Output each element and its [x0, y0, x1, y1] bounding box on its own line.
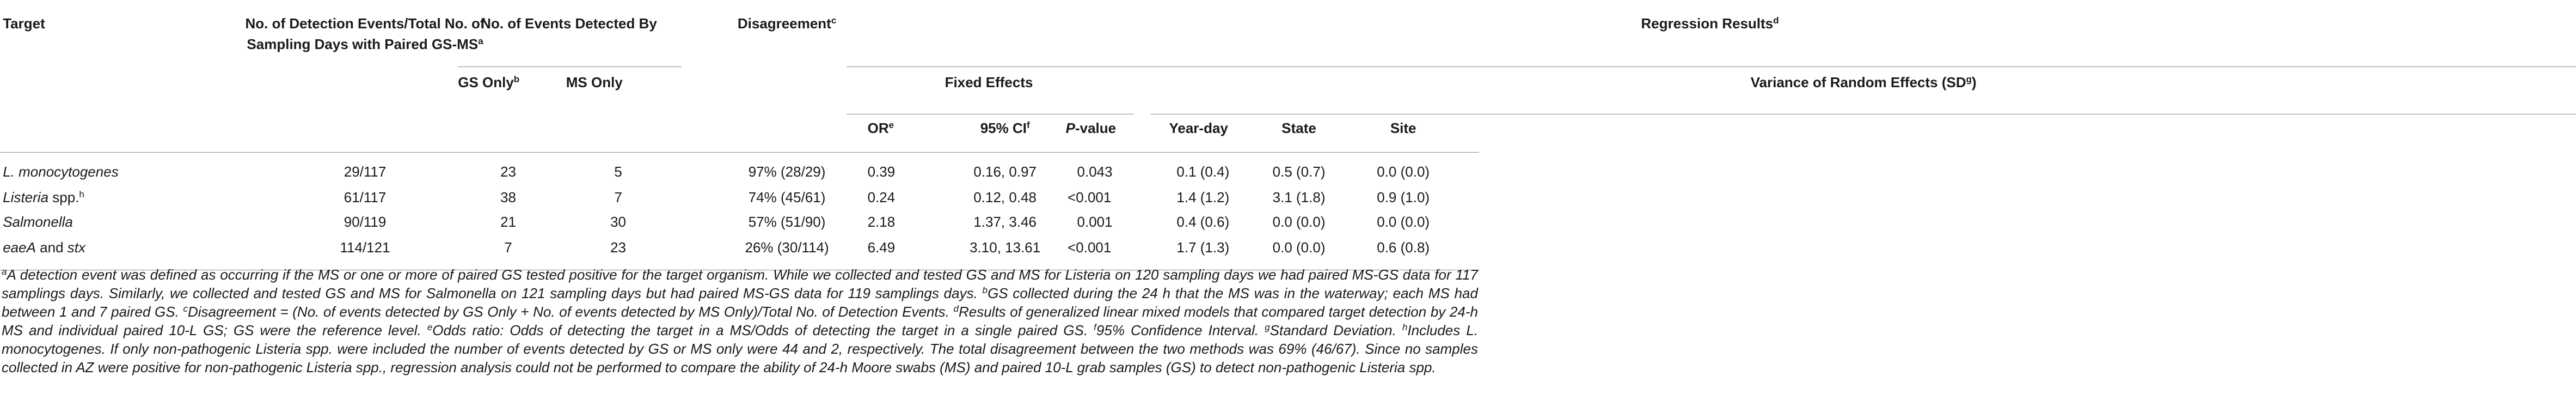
cell-ms-only: 5 — [614, 163, 622, 180]
cell-gs-only: 21 — [500, 214, 516, 231]
cell-disagreement: 57% (51/90) — [748, 214, 826, 231]
cell-ms-only: 30 — [610, 214, 627, 231]
cell-year-day: 0.4 (0.6) — [1176, 214, 1230, 231]
header-pvalue: P-value — [1065, 119, 1117, 136]
cell-site: 0.0 (0.0) — [1377, 163, 1430, 180]
cell-state: 0.0 (0.0) — [1272, 214, 1326, 231]
cell-target: Listeria spp.$^h$ — [3, 189, 84, 205]
cell-disagreement: 97% (28/29) — [748, 163, 826, 180]
cell-state: 0.5 (0.7) — [1272, 163, 1326, 180]
cell-or: 6.49 — [867, 239, 896, 256]
header-year-day: Year-day — [1169, 119, 1228, 136]
cell-ci: 1.37, 3.46 — [973, 214, 1036, 231]
rule-events-detected — [458, 66, 682, 67]
cell-year-day: 1.7 (1.3) — [1176, 239, 1230, 256]
header-ci: 95% $CI^f$ — [980, 119, 1030, 136]
cell-target: Salmonella — [3, 214, 73, 231]
header-site: Site — [1390, 119, 1416, 136]
header-gs-only: GS Only$^b$ — [458, 74, 520, 91]
cell-site: 0.9 (1.0) — [1377, 189, 1430, 205]
cell-target: L. monocytogenes — [3, 163, 119, 180]
header-state: State — [1281, 119, 1316, 136]
cell-state: 3.1 (1.8) — [1272, 189, 1326, 205]
cell-or: 2.18 — [867, 214, 896, 231]
cell-p: 0.043 — [1077, 163, 1113, 180]
cell-events: 29/117 — [344, 163, 387, 180]
cell-year-day: 1.4 (1.2) — [1176, 189, 1230, 205]
cell-or: 0.24 — [867, 189, 896, 205]
cell-gs-only: 7 — [504, 239, 512, 256]
cell-state: 0.0 (0.0) — [1272, 239, 1326, 256]
header-ms-only: MS Only — [566, 74, 623, 91]
cell-or: 0.39 — [867, 163, 896, 180]
cell-events: 90/119 — [344, 214, 387, 231]
cell-p: 0.001 — [1077, 214, 1113, 231]
cell-events: 114/121 — [340, 239, 390, 256]
cell-ci: 3.10, 13.61 — [970, 239, 1041, 256]
cell-site: 0.0 (0.0) — [1377, 214, 1430, 231]
rule-regression — [847, 66, 2576, 67]
cell-p: <0.001 — [1068, 239, 1112, 256]
header-disagreement: Disagreement$^c$ — [737, 15, 837, 32]
cell-p: <0.001 — [1068, 189, 1112, 205]
cell-ms-only: 7 — [614, 189, 622, 205]
cell-disagreement: 74% (45/61) — [748, 189, 826, 205]
cell-gs-only: 38 — [500, 189, 516, 205]
cell-ci: 0.12, 0.48 — [973, 189, 1036, 205]
header-detection-events: No. of Detection Events/Total No. of Sampling Days with Paired $GS-MS^a$ — [245, 15, 485, 53]
cell-events: 61/117 — [344, 189, 387, 205]
header-events-detected-by: No. of Events Detected By — [481, 15, 657, 32]
header-regression-results: Regression Results$^d$ — [1641, 15, 1779, 32]
table-footnote: $^a$A detection event was defined as occurring if the MS or one or more of paired GS tested positive for the target organism. While we collected and tested GS and MS for Listeria on 120 sampling days we had paired MS-GS data for 117 samplings days. Similarly, we collected and tested GS and MS for Salmonella on 121 sampling days but had paired MS-GS data for 119 samplings days. $^b$GS collected during the 24 h that the MS was in the waterway; each MS had between 1 and 7 paired GS. $^c$Disagreement = (No. of events detected by GS Only + No. of events detected by MS Only)/Total No. of Detection Events. $^d$Results of generalized linear mixed models that compared target detection by 24-h MS and individual paired 10-L GS; GS were the reference level. $^e$Odds ratio: Odds of detecting the target in a MS/Odds of detecting the target in a single paired GS. $^f$95% Confidence Interval. $^g$Standard Deviation. $^h$Includes L. monocytogenes. If only non-pathogenic Listeria spp. were included the number of events detected by GS or MS only were 44 and 2, respectively. The total disagreement between the two methods was 69% (46/67). Since no samples collected in AZ were positive for non-pathogenic Listeria spp., regression analysis could not be performed to compare the ability of 24-h Moore swabs (MS) and paired 10-L grab samples (GS) to detect non-pathogenic Listeria spp. — [2, 266, 1479, 375]
cell-ci: 0.16, 0.97 — [973, 163, 1036, 180]
cell-gs-only: 23 — [500, 163, 516, 180]
rule-header-bottom — [0, 152, 1479, 153]
cell-ms-only: 23 — [610, 239, 627, 256]
cell-disagreement: 26% (30/114) — [745, 239, 829, 256]
cell-site: 0.6 (0.8) — [1377, 239, 1430, 256]
header-variance-random-effects: Variance of Random Effects $(SD^g)$ — [1750, 74, 1977, 91]
cell-year-day: 0.1 (0.4) — [1176, 163, 1230, 180]
header-target: Target — [3, 15, 45, 32]
header-or: $OR^e$ — [867, 119, 894, 136]
header-fixed-effects: Fixed Effects — [944, 74, 1033, 91]
cell-target: eaeA and stx — [3, 239, 86, 256]
